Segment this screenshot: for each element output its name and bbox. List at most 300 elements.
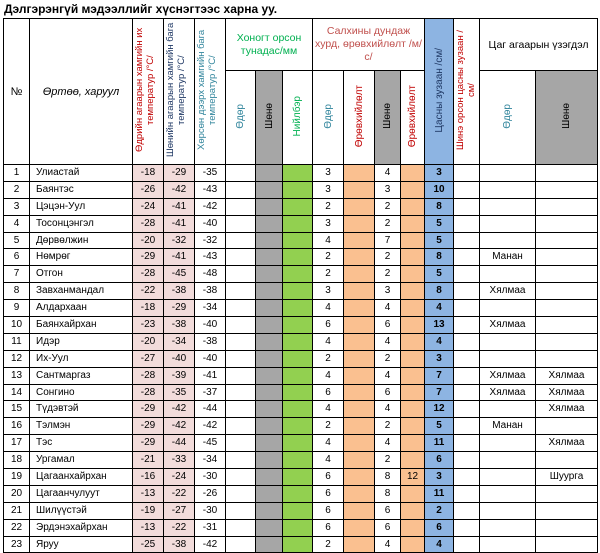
cell-sd: 11 — [425, 435, 454, 452]
cell-no: 16 — [4, 418, 30, 435]
cell-sd: 11 — [425, 485, 454, 502]
cell-pd — [226, 266, 256, 283]
cell-tsoil: -26 — [195, 485, 226, 502]
cell-pt — [283, 485, 313, 502]
table-row — [4, 401, 598, 418]
cell-wn: 6 — [375, 384, 401, 401]
cell-tmin: -29 — [164, 300, 195, 317]
cell-tmin: -38 — [164, 536, 195, 553]
table-row — [4, 435, 598, 452]
cell-pn — [256, 165, 283, 182]
cell-pd — [226, 283, 256, 300]
cell-g2 — [401, 317, 425, 334]
header-weather: Цаг агаарын үзэгдэл — [480, 19, 598, 71]
table-row — [4, 418, 598, 435]
cell-wxd — [480, 452, 536, 469]
cell-tsoil: -43 — [195, 181, 226, 198]
header-wind-gust1-label: Өрөвхийлөлт — [353, 84, 365, 148]
cell-tmin: -22 — [164, 519, 195, 536]
cell-name: Сантмаргаз — [30, 367, 133, 384]
header-wind-gust1 — [344, 71, 375, 165]
cell-sd: 8 — [425, 283, 454, 300]
cell-wxd — [480, 435, 536, 452]
cell-sd: 3 — [425, 469, 454, 486]
cell-wxn — [536, 317, 598, 334]
cell-wd: 3 — [313, 165, 344, 182]
cell-tsoil: -41 — [195, 367, 226, 384]
cell-wn: 2 — [375, 249, 401, 266]
cell-wxn: Хялмаа — [536, 367, 598, 384]
cell-pt — [283, 317, 313, 334]
cell-tsoil: -30 — [195, 469, 226, 486]
cell-tsoil: -37 — [195, 384, 226, 401]
cell-g2 — [401, 249, 425, 266]
cell-g2 — [401, 300, 425, 317]
cell-wd: 4 — [313, 333, 344, 350]
cell-ns — [454, 266, 480, 283]
cell-tmax: -20 — [133, 333, 164, 350]
cell-wxn — [536, 215, 598, 232]
cell-pt — [283, 435, 313, 452]
cell-wd: 3 — [313, 283, 344, 300]
cell-tmax: -29 — [133, 418, 164, 435]
cell-no: 8 — [4, 283, 30, 300]
cell-pn — [256, 452, 283, 469]
cell-g1 — [344, 384, 375, 401]
cell-pt — [283, 418, 313, 435]
cell-sd: 3 — [425, 165, 454, 182]
cell-pd — [226, 165, 256, 182]
cell-g2 — [401, 181, 425, 198]
cell-ns — [454, 452, 480, 469]
cell-tmin: -38 — [164, 317, 195, 334]
cell-pd — [226, 249, 256, 266]
cell-g1 — [344, 401, 375, 418]
table-row — [4, 469, 598, 486]
table-row — [4, 519, 598, 536]
cell-tmin: -33 — [164, 452, 195, 469]
cell-ns — [454, 333, 480, 350]
cell-wxd — [480, 266, 536, 283]
cell-tmin: -45 — [164, 266, 195, 283]
cell-tsoil: -48 — [195, 266, 226, 283]
cell-no: 9 — [4, 300, 30, 317]
cell-pn — [256, 198, 283, 215]
cell-ns — [454, 367, 480, 384]
cell-g2 — [401, 536, 425, 553]
cell-pd — [226, 452, 256, 469]
cell-wn: 6 — [375, 317, 401, 334]
cell-pd — [226, 367, 256, 384]
cell-tmax: -20 — [133, 232, 164, 249]
cell-no: 14 — [4, 384, 30, 401]
cell-ns — [454, 215, 480, 232]
header-wind-gust2 — [401, 71, 425, 165]
cell-wn: 4 — [375, 367, 401, 384]
header-night-min — [164, 19, 195, 165]
cell-wxd: Манан — [480, 249, 536, 266]
cell-name: Баянтэс — [30, 181, 133, 198]
cell-wxd — [480, 536, 536, 553]
cell-no: 2 — [4, 181, 30, 198]
cell-sd: 8 — [425, 249, 454, 266]
cell-pt — [283, 266, 313, 283]
header-weather-night — [536, 71, 598, 165]
cell-ns — [454, 249, 480, 266]
cell-wn: 4 — [375, 401, 401, 418]
cell-g2 — [401, 384, 425, 401]
cell-pn — [256, 249, 283, 266]
cell-no: 3 — [4, 198, 30, 215]
cell-g1 — [344, 283, 375, 300]
header-no: № — [4, 19, 30, 165]
cell-pn — [256, 367, 283, 384]
cell-sd: 6 — [425, 452, 454, 469]
cell-wxd: Хялмаа — [480, 384, 536, 401]
cell-wn: 6 — [375, 502, 401, 519]
cell-tsoil: -38 — [195, 283, 226, 300]
cell-pt — [283, 536, 313, 553]
cell-ns — [454, 418, 480, 435]
cell-pn — [256, 418, 283, 435]
cell-pd — [226, 469, 256, 486]
cell-no: 18 — [4, 452, 30, 469]
cell-wxn: Шуурга — [536, 469, 598, 486]
cell-wd: 6 — [313, 519, 344, 536]
cell-tmin: -44 — [164, 435, 195, 452]
cell-tmax: -25 — [133, 536, 164, 553]
cell-wn: 7 — [375, 232, 401, 249]
cell-ns — [454, 485, 480, 502]
cell-wxn: Хялмаа — [536, 384, 598, 401]
cell-name: Улиастай — [30, 165, 133, 182]
cell-wd: 3 — [313, 215, 344, 232]
cell-pd — [226, 232, 256, 249]
cell-wxn — [536, 333, 598, 350]
cell-ns — [454, 300, 480, 317]
cell-name: Дөрвөлжин — [30, 232, 133, 249]
cell-ns — [454, 536, 480, 553]
cell-wn: 2 — [375, 452, 401, 469]
cell-wd: 6 — [313, 384, 344, 401]
cell-pt — [283, 181, 313, 198]
table-row — [4, 266, 598, 283]
header-station: Өртөө, харуул — [30, 19, 133, 165]
cell-pd — [226, 350, 256, 367]
cell-wn: 6 — [375, 519, 401, 536]
cell-name: Баянхайрхан — [30, 317, 133, 334]
cell-tmin: -34 — [164, 333, 195, 350]
header-snow-depth-label: Цасны зузаан /см/ — [433, 47, 445, 133]
header-day-max — [133, 19, 164, 165]
cell-pn — [256, 435, 283, 452]
header-precip-night — [256, 71, 283, 165]
cell-wxd — [480, 181, 536, 198]
cell-pn — [256, 300, 283, 317]
cell-wd: 4 — [313, 300, 344, 317]
cell-tmax: -29 — [133, 435, 164, 452]
cell-pn — [256, 232, 283, 249]
cell-wxn — [536, 165, 598, 182]
cell-wd: 6 — [313, 317, 344, 334]
cell-g2 — [401, 519, 425, 536]
table-row — [4, 367, 598, 384]
cell-pn — [256, 485, 283, 502]
cell-g2 — [401, 485, 425, 502]
cell-g2 — [401, 435, 425, 452]
cell-wn: 4 — [375, 333, 401, 350]
cell-no: 7 — [4, 266, 30, 283]
cell-wn: 4 — [375, 435, 401, 452]
cell-pt — [283, 300, 313, 317]
cell-wxd — [480, 401, 536, 418]
cell-pt — [283, 165, 313, 182]
cell-tmax: -28 — [133, 266, 164, 283]
cell-g1 — [344, 452, 375, 469]
cell-name: Шилүүстэй — [30, 502, 133, 519]
cell-sd: 5 — [425, 232, 454, 249]
cell-tmax: -22 — [133, 283, 164, 300]
cell-pt — [283, 452, 313, 469]
cell-tmin: -42 — [164, 181, 195, 198]
cell-pd — [226, 300, 256, 317]
cell-pt — [283, 215, 313, 232]
cell-tmax: -19 — [133, 502, 164, 519]
cell-ns — [454, 181, 480, 198]
header-night-min-label: Шөнийн агаарын хамгийн бага температур /°C/ — [165, 22, 187, 158]
cell-tsoil: -40 — [195, 317, 226, 334]
table-row — [4, 300, 598, 317]
cell-g2 — [401, 350, 425, 367]
cell-ns — [454, 317, 480, 334]
cell-sd: 6 — [425, 519, 454, 536]
cell-pd — [226, 502, 256, 519]
cell-g2 — [401, 333, 425, 350]
cell-pt — [283, 367, 313, 384]
cell-pn — [256, 333, 283, 350]
cell-sd: 4 — [425, 536, 454, 553]
cell-wn: 2 — [375, 215, 401, 232]
cell-sd: 5 — [425, 418, 454, 435]
cell-wxd — [480, 333, 536, 350]
cell-g1 — [344, 485, 375, 502]
cell-pn — [256, 384, 283, 401]
cell-no: 4 — [4, 215, 30, 232]
cell-pn — [256, 536, 283, 553]
cell-pd — [226, 418, 256, 435]
cell-wxn — [536, 536, 598, 553]
cell-wxn: Хялмаа — [536, 435, 598, 452]
cell-tsoil: -35 — [195, 165, 226, 182]
cell-name: Тосонцэнгэл — [30, 215, 133, 232]
cell-wxd — [480, 300, 536, 317]
cell-g1 — [344, 502, 375, 519]
cell-tmin: -39 — [164, 367, 195, 384]
cell-pd — [226, 519, 256, 536]
cell-wxd — [480, 165, 536, 182]
cell-wn: 2 — [375, 350, 401, 367]
cell-wxd: Хялмаа — [480, 367, 536, 384]
cell-name: Идэр — [30, 333, 133, 350]
cell-wd: 2 — [313, 536, 344, 553]
cell-ns — [454, 519, 480, 536]
cell-pt — [283, 519, 313, 536]
cell-g1 — [344, 266, 375, 283]
cell-sd: 4 — [425, 300, 454, 317]
table-row — [4, 317, 598, 334]
cell-g1 — [344, 198, 375, 215]
cell-ns — [454, 502, 480, 519]
cell-tmax: -26 — [133, 181, 164, 198]
cell-tmax: -16 — [133, 469, 164, 486]
cell-tsoil: -42 — [195, 536, 226, 553]
cell-tmin: -32 — [164, 232, 195, 249]
cell-name: Тэлмэн — [30, 418, 133, 435]
cell-pd — [226, 485, 256, 502]
cell-g1 — [344, 317, 375, 334]
cell-tmax: -24 — [133, 198, 164, 215]
cell-g2 — [401, 401, 425, 418]
cell-sd: 7 — [425, 367, 454, 384]
cell-wd: 6 — [313, 485, 344, 502]
cell-ns — [454, 165, 480, 182]
cell-no: 17 — [4, 435, 30, 452]
cell-g1 — [344, 519, 375, 536]
cell-pd — [226, 317, 256, 334]
header-weather-day — [480, 71, 536, 165]
cell-sd: 3 — [425, 350, 454, 367]
cell-sd: 10 — [425, 181, 454, 198]
cell-tsoil: -34 — [195, 300, 226, 317]
cell-g2: 12 — [401, 469, 425, 486]
cell-ns — [454, 469, 480, 486]
table-row — [4, 249, 598, 266]
cell-no: 10 — [4, 317, 30, 334]
cell-no: 22 — [4, 519, 30, 536]
cell-wd: 3 — [313, 181, 344, 198]
cell-ns — [454, 283, 480, 300]
cell-tmin: -27 — [164, 502, 195, 519]
cell-wn: 3 — [375, 283, 401, 300]
cell-tmax: -21 — [133, 452, 164, 469]
cell-wxn — [536, 232, 598, 249]
table-row — [4, 283, 598, 300]
cell-tsoil: -40 — [195, 350, 226, 367]
cell-wn: 4 — [375, 536, 401, 553]
table-row — [4, 350, 598, 367]
cell-wxn — [536, 350, 598, 367]
cell-no: 21 — [4, 502, 30, 519]
table-row — [4, 502, 598, 519]
cell-sd: 4 — [425, 333, 454, 350]
page-title: Дэлгэрэнгүй мэдээллийг хүснэгтээс харна уу. — [4, 2, 278, 16]
cell-tmax: -23 — [133, 317, 164, 334]
cell-g1 — [344, 165, 375, 182]
table-row — [4, 198, 598, 215]
cell-g2 — [401, 198, 425, 215]
cell-g1 — [344, 232, 375, 249]
table-row — [4, 452, 598, 469]
cell-pt — [283, 350, 313, 367]
cell-sd: 12 — [425, 401, 454, 418]
table-row — [4, 536, 598, 553]
cell-pd — [226, 401, 256, 418]
cell-g2 — [401, 502, 425, 519]
cell-tmax: -29 — [133, 249, 164, 266]
cell-wn: 4 — [375, 165, 401, 182]
header-precip-total — [283, 71, 313, 165]
cell-g2 — [401, 367, 425, 384]
cell-g1 — [344, 181, 375, 198]
cell-pn — [256, 215, 283, 232]
cell-tsoil: -32 — [195, 232, 226, 249]
cell-name: Завханмандал — [30, 283, 133, 300]
cell-tmin: -40 — [164, 350, 195, 367]
table-row — [4, 232, 598, 249]
cell-wxd: Хялмаа — [480, 283, 536, 300]
table-row — [4, 215, 598, 232]
cell-pn — [256, 401, 283, 418]
header-day-max-label: Өдрийн агаарын хамгийн их температур /°C/ — [134, 27, 156, 153]
cell-tmin: -38 — [164, 283, 195, 300]
cell-wxn — [536, 485, 598, 502]
cell-pt — [283, 384, 313, 401]
table-row — [4, 384, 598, 401]
cell-tmax: -28 — [133, 384, 164, 401]
cell-tmax: -27 — [133, 350, 164, 367]
cell-pn — [256, 469, 283, 486]
header-soil-min-label: Хөрсөн дээрх хамгийн бага температур /°C/ — [196, 29, 218, 151]
cell-name: Ургамал — [30, 452, 133, 469]
cell-g1 — [344, 333, 375, 350]
cell-wxd: Манан — [480, 418, 536, 435]
cell-no: 15 — [4, 401, 30, 418]
cell-g2 — [401, 165, 425, 182]
cell-g1 — [344, 249, 375, 266]
cell-wxn — [536, 181, 598, 198]
cell-tmin: -24 — [164, 469, 195, 486]
cell-wxn: Хялмаа — [536, 401, 598, 418]
cell-sd: 7 — [425, 384, 454, 401]
header-wind-day-label: Өдөр — [322, 103, 334, 129]
cell-ns — [454, 435, 480, 452]
header-weather-night-label: Шөнө — [561, 103, 572, 129]
cell-pn — [256, 283, 283, 300]
cell-pn — [256, 350, 283, 367]
cell-wxn — [536, 249, 598, 266]
cell-no: 1 — [4, 165, 30, 182]
cell-tmin: -41 — [164, 215, 195, 232]
cell-name: Тэс — [30, 435, 133, 452]
cell-name: Отгон — [30, 266, 133, 283]
cell-wd: 4 — [313, 232, 344, 249]
header-precip-night-label: Шөнө — [263, 103, 275, 129]
cell-tmax: -18 — [133, 165, 164, 182]
cell-pt — [283, 401, 313, 418]
cell-pt — [283, 469, 313, 486]
table-body — [4, 165, 598, 553]
cell-sd: 2 — [425, 502, 454, 519]
header-soil-min — [195, 19, 226, 165]
cell-tsoil: -45 — [195, 435, 226, 452]
cell-pt — [283, 198, 313, 215]
cell-pn — [256, 266, 283, 283]
cell-ns — [454, 401, 480, 418]
cell-name: Их-Уул — [30, 350, 133, 367]
header-precip-day — [226, 71, 256, 165]
cell-wd: 4 — [313, 401, 344, 418]
cell-wxn — [536, 452, 598, 469]
